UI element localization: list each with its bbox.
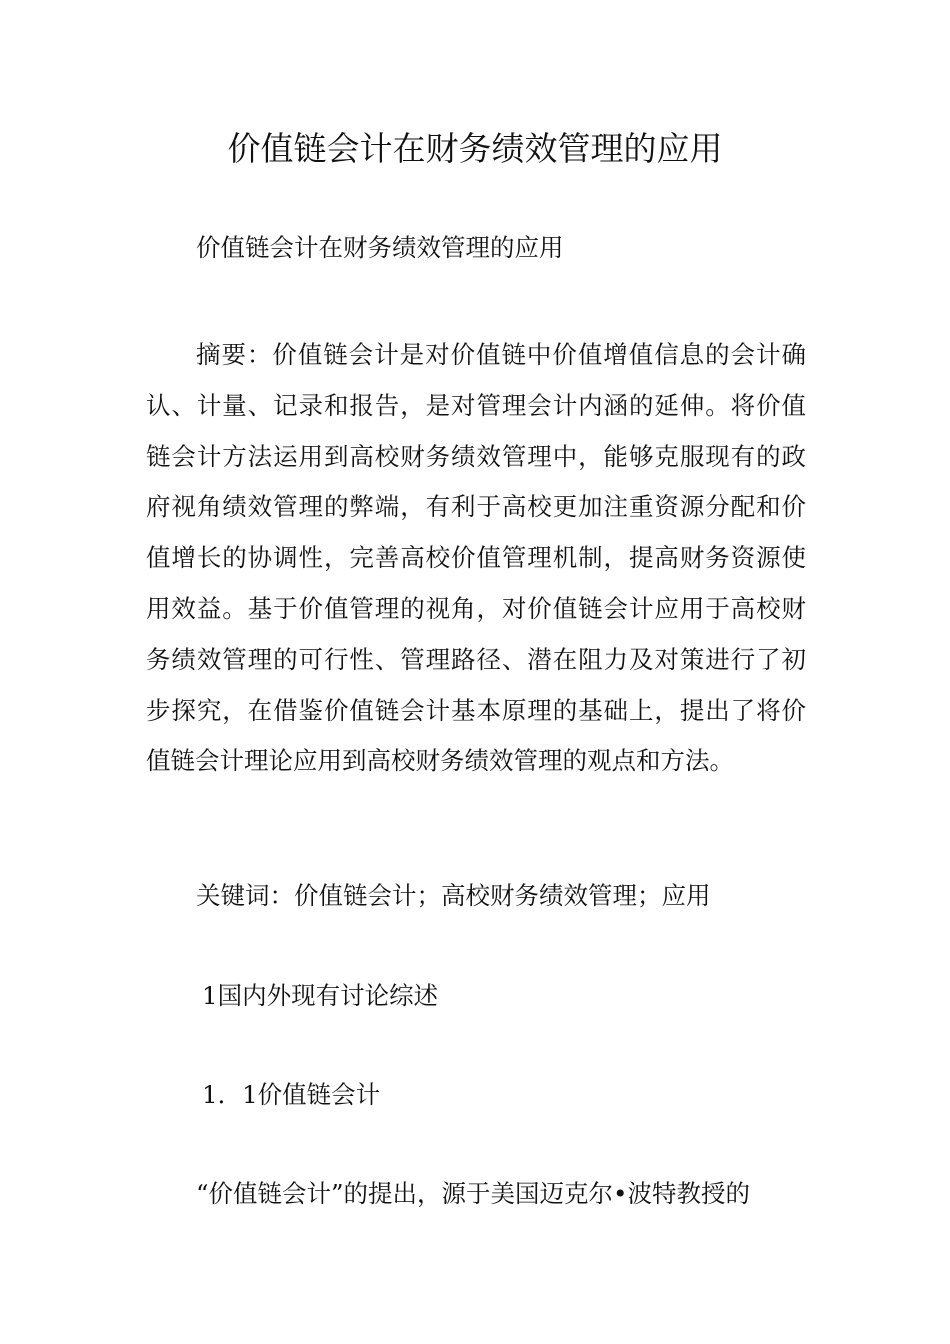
document-subtitle: 价值链会计在财务绩效管理的应用 — [196, 233, 564, 262]
document-title: 价值链会计在财务绩效管理的应用 — [227, 129, 723, 168]
body-paragraph: “价值链会计”的提出，源于美国迈克尔•波特教授的 — [196, 1179, 750, 1208]
keywords-line: 关键词：价值链会计；高校财务绩效管理；应用 — [196, 881, 711, 910]
section-heading-1: 1国内外现有讨论综述 — [202, 981, 439, 1010]
section-heading-1-1: 1．1价值链会计 — [202, 1080, 381, 1109]
abstract-paragraph: 摘要：价值链会计是对价值链中价值增值信息的会计确认、计量、记录和报告，是对管理会计内涵的延伸。将价值链会计方法运用到高校财务绩效管理中，能够克服现有的政府视角绩效管理的弊端，有利于高校更加注重资源分配和价值增长的协调性，完善高校价值管理机制，提高财务资源使用效益。基于价值管理的视角，对价值链会计应用于高校财务绩效管理的可行性、管理路径、潜在阻力及对策进行了初步探究，在借鉴价值链会计基本原理的基础上，提出了将价值链会计理论应用到高校财务绩效管理的观点和方法。 — [146, 340, 806, 776]
